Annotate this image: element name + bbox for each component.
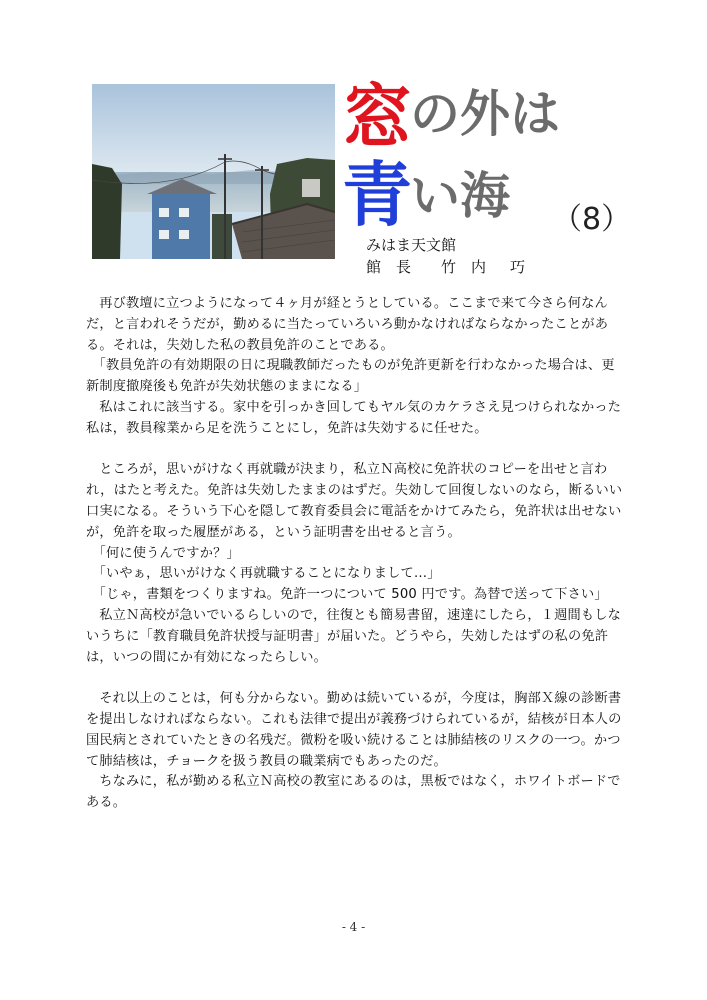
paragraph: ちなみに，私が勤める私立Ｎ高校の教室にあるのは，黒板ではなく，ホワイトボードである。 [86,774,621,811]
title-blue-char: 青 [342,153,410,236]
byline-author [366,256,525,278]
title-line-1 [342,75,560,158]
paragraph: ところが，思いがけなく再就職が決まり，私立Ｎ高校に免許状のコピーを出せと言われ，はたと考えた。免許は失効したままのはずだ。失効して回復しないのなら，断るいい口実になる。そういう下心を隠して教育委員会に電話をかけてみたら，免許状は出せないが，免許を取った履歴がある，という証明書を出せると言う。 [86,462,623,540]
title-line-1-rest: の外は [410,84,560,143]
byline [366,234,525,278]
paragraph: 「教員免許の有効期限の日に現職教師だったものが免許更新を行わなかった場合は、更新制度撤廃後も免許が失効状態のままになる」 [86,358,615,395]
article-body [86,294,626,814]
paragraph: 再び教壇に立つようになって４ヶ月が経とうとしている。ここまで来て今さら何なんだ，と言われそうだが，勤めるに当たっていろいろ動かなければならなかったことがある。それは，失効した私の教員免許のことである。 [86,296,609,353]
header-photo [92,84,335,259]
byline-name-given: 巧 [510,258,526,276]
article-title [342,75,672,238]
paragraph: 私立Ｎ高校が急いでいるらしいので，往復とも簡易書留，速達にしたら，１週間もしないうちに「教育職員免許状授与証明書」が届いた。どうやら，失効したはずの私の免許は，いつの間にか有効になったらしい。 [86,607,622,665]
byline-org: みはま天文館 [366,236,457,254]
paragraph: 私はこれに該当する。家中を引っかき回してもヤル気のカケラさえ見つけられなかった私は，教員稼業から足を洗うことにし，免許は失効するに任せた。 [86,399,622,436]
paragraph: それ以上のことは，何も分からない。勤めは続いているが，今度は，胸部Ｘ線の診断書を提出しなければならない。これも法律で提出が義務づけられているが，結核が日本人の国民病とされていたときの名残だ。微粉を吸い続けることは肺結核のリスクの一つ。かつて肺結核は，チョークを扱う教員の職業病でもあったのだ。 [86,691,622,769]
page-number: - 4 - [341,920,366,934]
title-line-2 [342,153,510,236]
title-window-char: 窓 [342,75,410,158]
issue-number: （8） [552,202,632,237]
byline-role: 館 長 [366,258,412,276]
title-line-2-rest: い海 [410,166,510,225]
paragraph: 「いやぁ，思いがけなく再就職することになりまして…」 [92,566,441,582]
byline-name-family: 竹 内 [441,258,487,276]
paragraph: 「じゃ，書類をつくりますね。免許一つについて 500 円です。為替で送って下さい」 [92,587,608,603]
paragraph: 「何に使うんですか？」 [92,545,240,561]
